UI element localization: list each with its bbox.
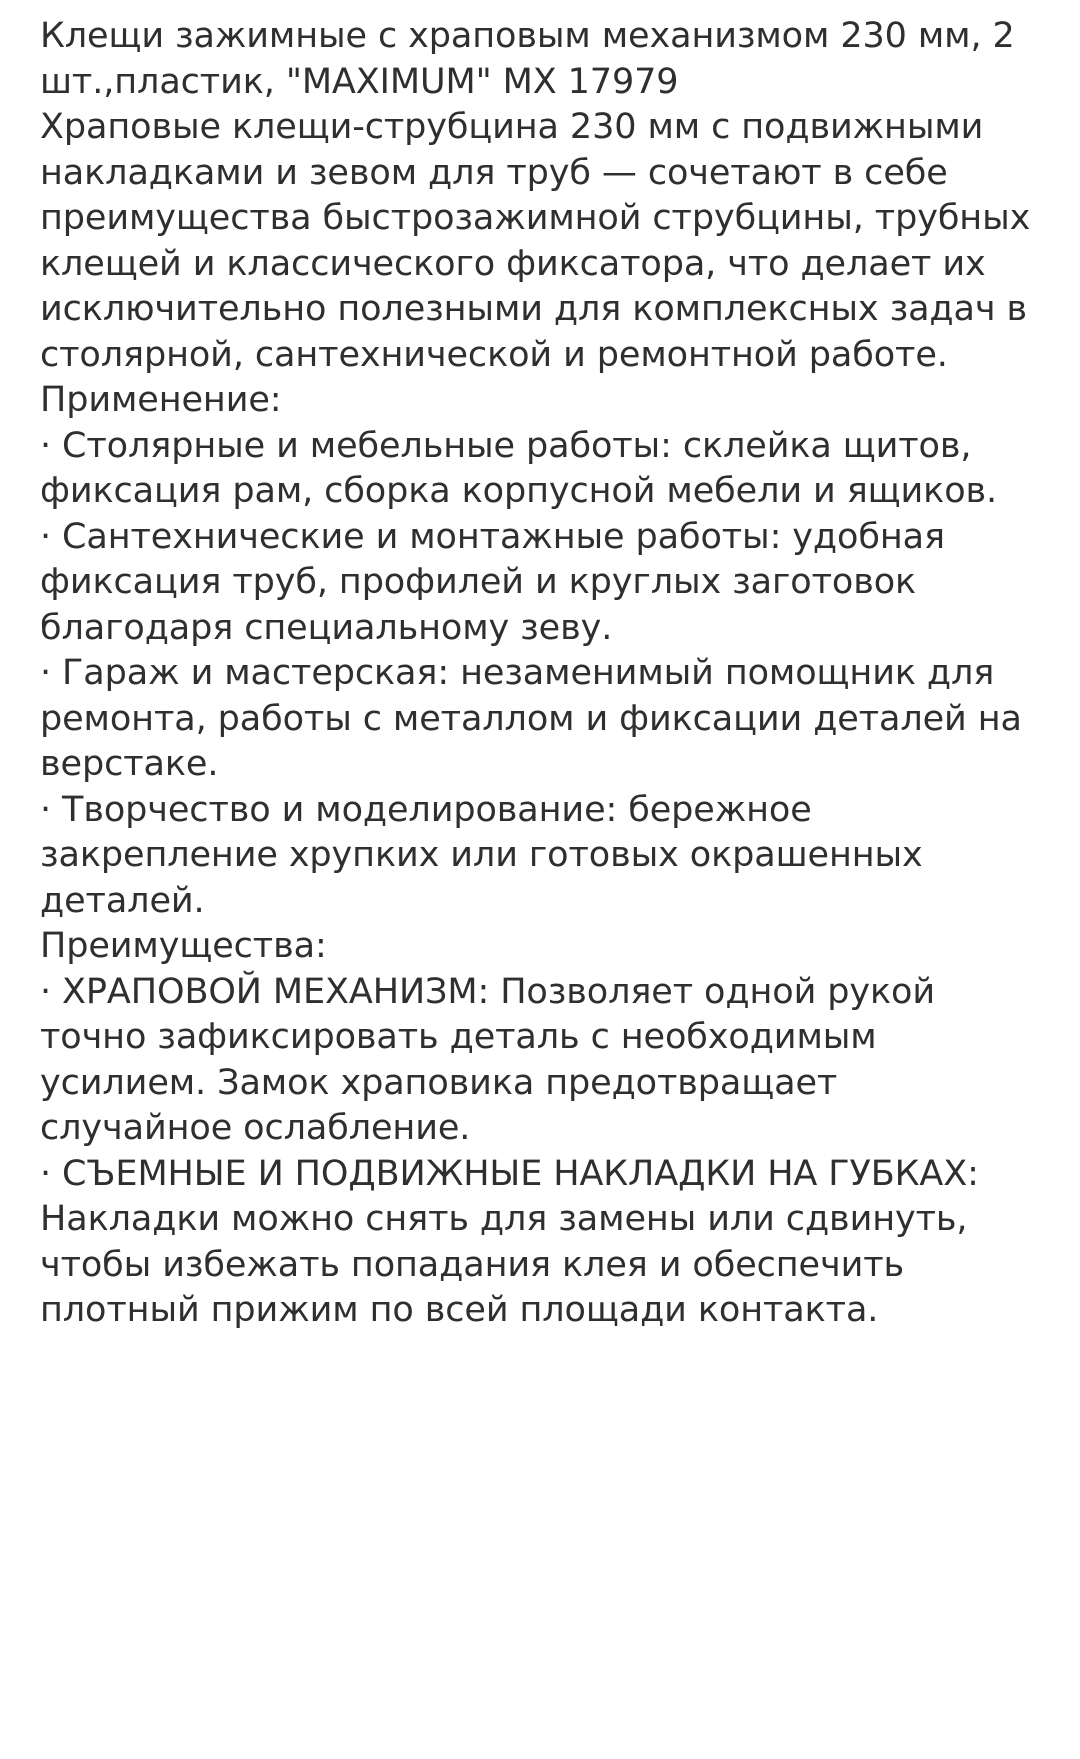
product-intro: Храповые клещи-струбцина 230 мм с подвижными накладками и зевом для труб — сочетают в себе преимущества быстрозажимной струбцины, трубных клещей и классического фиксатора, что делает их исключительно полезными для комплексных задач в столярной, сантехнической и ремонтной работе. bbox=[40, 107, 1042, 375]
usage-bullet-1: · Столярные и мебельные работы: склейка щитов, фиксация рам, сборка корпусной мебели и ящиков. bbox=[40, 425, 998, 511]
section-heading-usage: Применение: bbox=[40, 380, 282, 420]
product-title: Клещи зажимные с храповым механизмом 230 мм, 2 шт.,пластик, "MAXIMUM" MX 17979 bbox=[40, 16, 1026, 102]
usage-bullet-2: · Сантехнические и монтажные работы: удобная фиксация труб, профилей и круглых заготовок благодаря специальному зеву. bbox=[40, 516, 956, 648]
usage-bullet-4: · Творчество и моделирование: бережное закрепление хрупких или готовых окрашенных деталей. bbox=[40, 789, 934, 921]
advantage-bullet-2: · СЪЕМНЫЕ И ПОДВИЖНЫЕ НАКЛАДКИ НА ГУБКАХ: Накладки можно снять для замены или сдвинуть, чтобы избежать попадания клея и обеспечить плотный прижим по всей площади контакта. bbox=[40, 1153, 990, 1330]
usage-bullet-3: · Гараж и мастерская: незаменимый помощник для ремонта, работы с металлом и фиксации деталей на верстаке. bbox=[40, 653, 1033, 784]
product-description bbox=[40, 14, 1040, 1334]
section-heading-advantages: Преимущества: bbox=[40, 926, 327, 966]
advantage-bullet-1: · ХРАПОВОЙ МЕХАНИЗМ: Позволяет одной рукой точно зафиксировать деталь с необходимым усилием. Замок храповика предотвращает случайное ослабление. bbox=[40, 971, 946, 1148]
